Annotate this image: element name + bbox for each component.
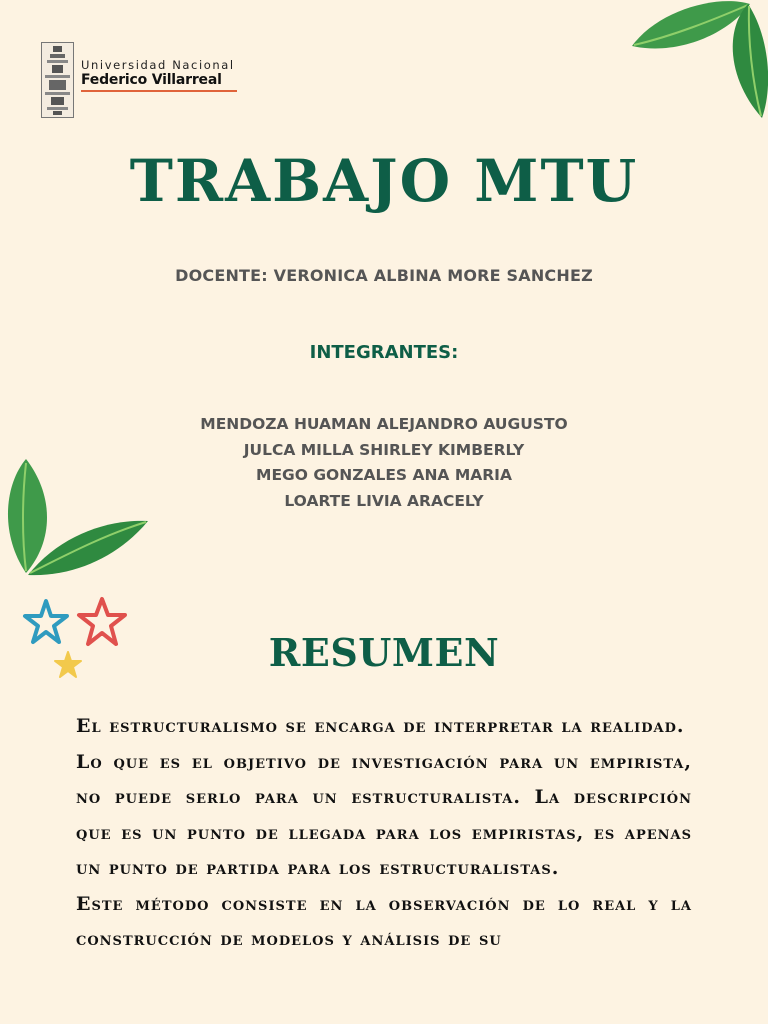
logo-university-line: Universidad Nacional — [81, 58, 235, 72]
member-name: MEGO GONZALES ANA MARIA — [256, 466, 512, 484]
summary-body — [76, 709, 692, 958]
member-name: LOARTE LIVIA ARACELY — [284, 491, 484, 510]
member-name: MENDOZA HUAMAN ALEJANDRO AUGUSTO — [200, 415, 568, 433]
logo-name-line: Federico Villarreal — [81, 72, 222, 88]
members-heading: INTEGRANTES: — [309, 342, 459, 363]
summary-heading: RESUMEN — [268, 630, 500, 675]
university-logo — [41, 42, 241, 120]
member-name: JULCA MILLA SHIRLEY KIMBERLY — [243, 440, 525, 459]
page-title: TRABAJO MTU — [129, 147, 639, 215]
logo-underline — [81, 90, 237, 92]
summary-paragraph: Este método consiste en la observación de lo real y la construcción de modelos y análisis de su — [76, 892, 692, 950]
summary-paragraph: Lo que es el objetivo de investigación para un empirista, no puede serlo para un estructuralista. La descripción que es un punto de llegada para los empiristas, es apenas un punto de partida para los estructuralistas. — [76, 750, 692, 879]
summary-paragraph: El estructuralismo se encarga de interpretar la realidad. — [76, 715, 685, 737]
members-list — [0, 412, 768, 514]
leaf-icon — [628, 0, 768, 122]
university-emblem-icon — [41, 42, 74, 118]
teacher-line: DOCENTE: VERONICA ALBINA MORE SANCHEZ — [175, 266, 593, 285]
